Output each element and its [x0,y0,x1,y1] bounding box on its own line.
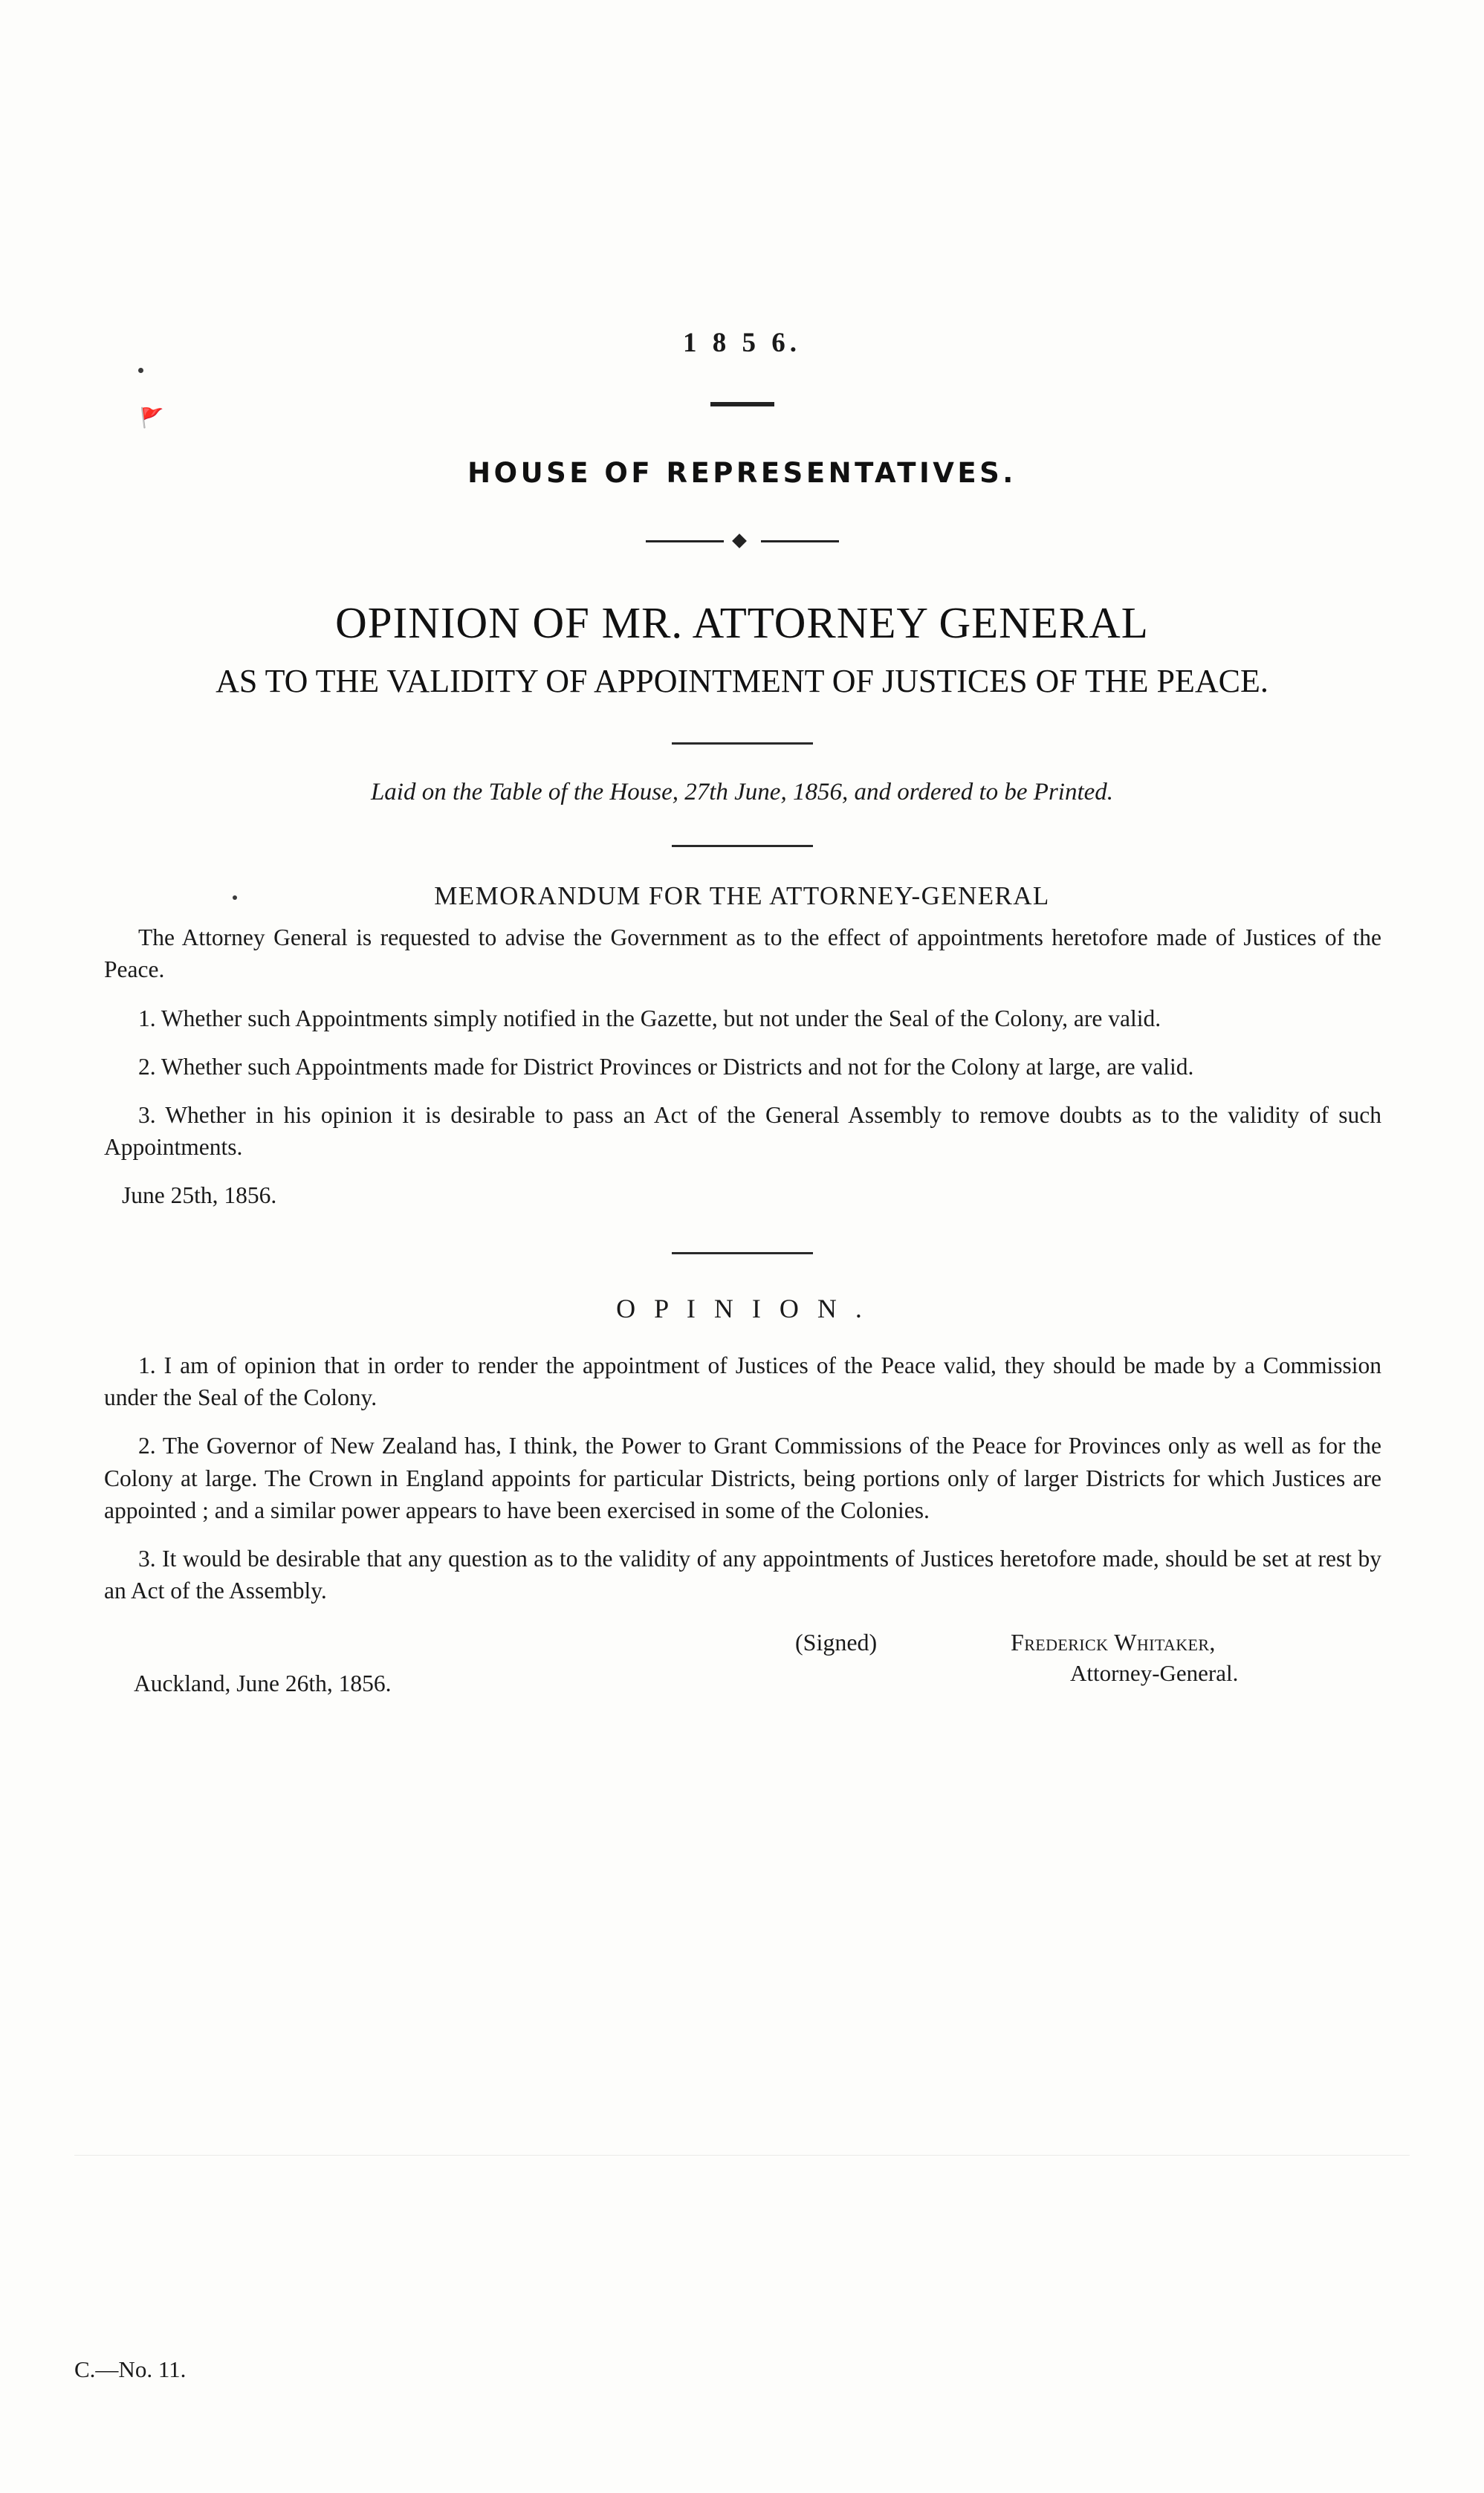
rule-above-opinion [672,1252,813,1254]
opinion-paragraph: 2. The Governor of New Zealand has, I think, the Power to Grant Commissions of the Peace for Provinces only as well as for the Colony at large. The Crown in England appoints for particular Districts, being portions only of larger Districts for which Justices are appointed ; and a similar power appears to have been exercised in some of the Colonies. [104,1433,1381,1523]
signer-name: Frederick Whitaker, [1011,1629,1216,1656]
signed-label: (Signed) [795,1629,878,1656]
rule-under-year [710,402,774,406]
opinion-heading: O P I N I O N . [616,1294,868,1324]
signer-title: Attorney-General. [1070,1660,1239,1687]
memorandum-paragraph: The Attorney General is requested to advise the Government as to the effect of appointments heretofore made of Justices of the Peace. [104,924,1381,983]
page-speck-lower [233,895,237,900]
memorandum-body [74,921,1410,1209]
page-fold-line [74,2155,1410,2156]
rule-diamond-right [761,540,839,542]
rule-under-subtitle [672,742,813,745]
house-heading: HOUSE OF REPRESENTATIVES. [467,457,1017,489]
page-speck-upper [138,368,143,373]
memorandum-paragraph: 1. Whether such Appointments simply notified in the Gazette, but not under the Seal of the Colony, are valid. [138,1005,1161,1031]
laid-on-table-note: Laid on the Table of the House, 27th June, 1856, and ordered to be Printed. [370,779,1114,806]
rule-diamond-ornament [646,534,839,548]
memorandum-date: June 25th, 1856. [122,1182,277,1209]
document-content [74,0,1410,2493]
opinion-body [74,1349,1410,1703]
document-reference-footer: C.—No. 11. [74,2356,187,2382]
signature-block [104,1629,1381,1703]
place-and-date: Auckland, June 26th, 1856. [134,1670,392,1697]
opinion-paragraph: 3. It would be desirable that any question as to the validity of any appointments of Justices heretofore made, should be set at rest by an Act of the Assembly. [104,1545,1381,1604]
opinion-paragraph: 1. I am of opinion that in order to render the appointment of Justices of the Peace valid, they should be made by a Commission under the Seal of the Colony. [104,1352,1381,1411]
rule-diamond-left [646,540,724,542]
memorandum-paragraph: 3. Whether in his opinion it is desirable to pass an Act of the General Assembly to remove doubts as to the validity of such Appointments. [104,1101,1381,1161]
page-title: OPINION OF MR. ATTORNEY GENERAL [335,598,1149,647]
memorandum-paragraph: 2. Whether such Appointments made for District Provinces or Districts and not for the Colony at large, are valid. [138,1053,1194,1080]
memorandum-heading: MEMORANDUM FOR THE ATTORNEY-GENERAL [434,881,1050,911]
margin-tick-mark: 🚩 [140,407,164,429]
rule-diamond-center [732,534,747,548]
document-year: 1 8 5 6. [683,328,801,358]
rule-under-laid-note [672,845,813,847]
page-subtitle: AS TO THE VALIDITY OF APPOINTMENT OF JUSTICES OF THE PEACE. [216,663,1268,699]
